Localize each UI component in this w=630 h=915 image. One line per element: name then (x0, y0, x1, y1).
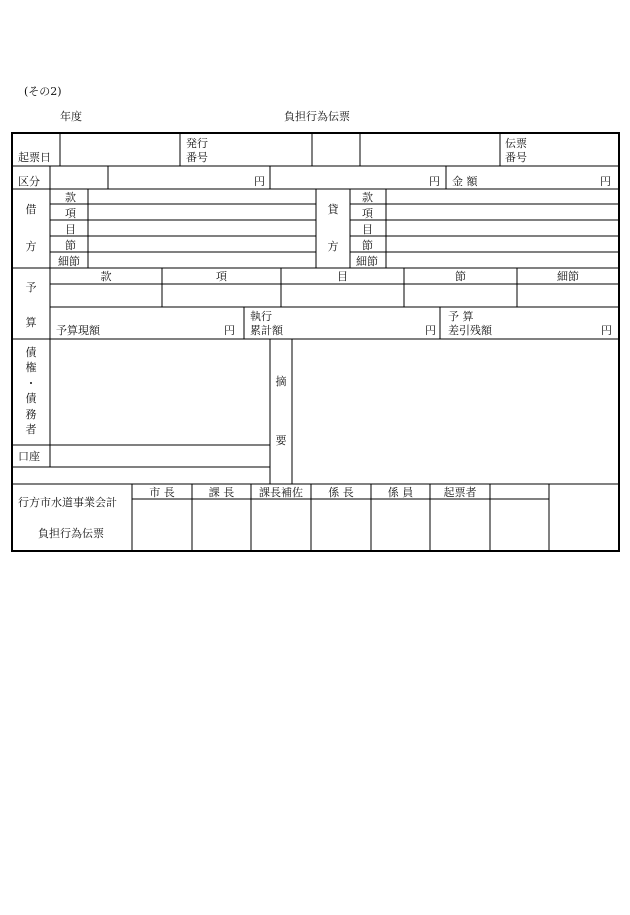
credit-char-1: 貸 (327, 203, 339, 216)
debit-row-moku: 目 (65, 223, 76, 236)
role-kakaricho: 係 長 (328, 486, 354, 499)
debit-label (12, 204, 50, 252)
creditor-label (12, 347, 50, 435)
ruikei-label: 累計額 (250, 324, 283, 337)
creditor-char-6: 者 (25, 422, 37, 436)
tekiyo-label (270, 376, 292, 446)
credit-row-ko: 項 (362, 207, 373, 220)
credit-row-saisetsu: 細節 (356, 255, 378, 268)
creditor-char-4: 債 (25, 392, 37, 406)
shikko-label: 執行 (250, 310, 272, 323)
yosan-genzai-label: 予算現額 (56, 324, 100, 337)
kubun-yen-2: 円 (429, 175, 440, 188)
zangaku-label: 差引残額 (448, 324, 492, 337)
debit-row-setsu: 節 (65, 239, 76, 252)
budget-header-moku: 目 (337, 270, 348, 283)
debit-row-ko: 項 (65, 207, 76, 220)
kubun-yen-1: 円 (254, 175, 265, 188)
credit-char-2: 方 (327, 240, 339, 253)
budget-header-kan: 款 (100, 270, 112, 283)
role-kacho: 課 長 (208, 486, 235, 499)
credit-row-setsu: 節 (362, 239, 373, 252)
tekiyo-char-2: 要 (275, 434, 287, 447)
debit-row-saisetsu: 細節 (58, 255, 80, 268)
kingaku-yen: 円 (600, 175, 611, 188)
role-shicho: 市 長 (149, 486, 175, 499)
credit-row-kan: 款 (362, 191, 373, 204)
role-kakariin: 係 員 (387, 486, 414, 499)
creditor-char-3: ・ (25, 376, 37, 390)
creditor-char-1: 債 (25, 346, 37, 359)
year-label: 年度 (60, 110, 82, 123)
budget-label (12, 282, 50, 328)
budget-char-2: 算 (25, 316, 37, 329)
koza-label: 口座 (18, 450, 40, 463)
creditor-char-2: 権 (25, 361, 37, 375)
credit-label (316, 204, 350, 252)
approval-form-title: 負担行為伝票 (38, 527, 104, 540)
kihyobi-label: 起票日 (18, 151, 51, 164)
debit-row-kan: 款 (65, 191, 76, 204)
yosan-label: 予 算 (448, 310, 474, 323)
debit-char-2: 方 (25, 240, 37, 253)
form-title: 負担行為伝票 (284, 110, 350, 123)
denpyo-bango-label: 番号 (505, 151, 527, 164)
budget-header-setsu: 節 (455, 270, 466, 283)
denpyo-label: 伝票 (505, 137, 527, 150)
budget-header-ko: 項 (216, 270, 227, 283)
kingaku-label: 金 額 (452, 175, 478, 188)
creditor-char-5: 務 (25, 407, 37, 421)
budget-char-1: 予 (25, 281, 37, 294)
kubun-label: 区分 (18, 175, 40, 188)
org-name: 行方市水道事業会計 (18, 496, 117, 509)
yosan-genzai-yen: 円 (224, 324, 235, 337)
form-number: (その2) (24, 85, 62, 98)
budget-header-saisetsu: 細節 (557, 270, 579, 283)
hakko-label: 発行 (186, 137, 208, 150)
hakko-bango-label: 番号 (186, 151, 208, 164)
debit-char-1: 借 (25, 203, 37, 216)
ruikei-yen: 円 (425, 324, 436, 337)
role-kacho-hosa: 課長補佐 (259, 486, 303, 499)
tekiyo-char-1: 摘 (275, 375, 287, 388)
credit-row-moku: 目 (362, 223, 373, 236)
zangaku-yen: 円 (601, 324, 612, 337)
role-kihyosha: 起票者 (443, 486, 477, 499)
